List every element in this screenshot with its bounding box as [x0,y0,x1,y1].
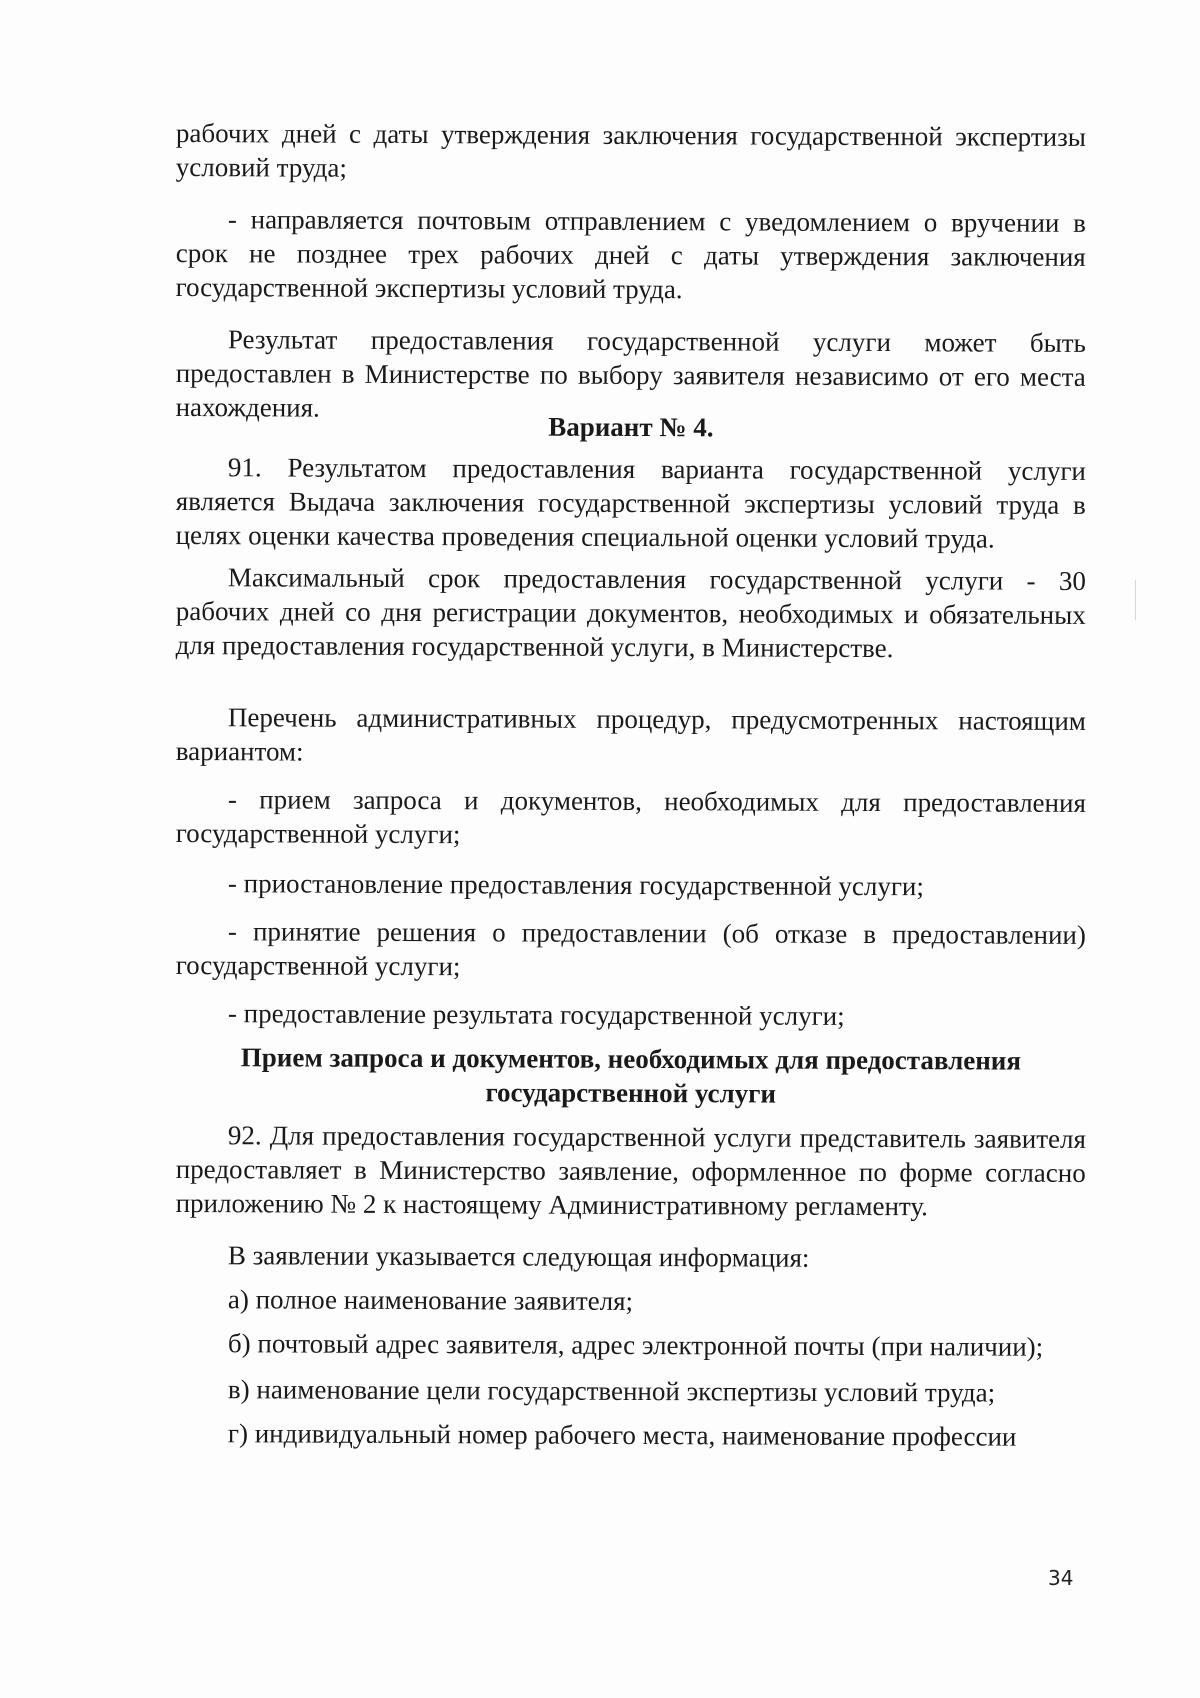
paragraph-text: В заявлении указывается следующая информация: [227,1240,810,1273]
list-item: а) полное наименование заявителя; [227,1284,634,1316]
paragraph-92 [176,1118,1086,1224]
scan-artifact [1135,580,1136,620]
paragraph-list-intro [176,700,1086,772]
paragraph-text: Перечень административных процедур, предусмотренных настоящим вариантом: [175,702,1086,767]
info-item [176,1326,1086,1364]
list-item: - приостановление предоставления государственной услуги; [227,868,924,902]
list-item: в) наименование цели государственной экспертизы условий труда; [227,1374,996,1408]
list-item: б) почтовый адрес заявителя, адрес электронной почты (при наличии); [227,1328,1044,1362]
info-item [176,1416,1086,1454]
paragraph-text: рабочих дней с даты утверждения заключения государственной экспертизы условий труда; [175,117,1086,183]
list-item: - прием запроса и документов, необходимых для предоставления государственной услуги; [175,784,1086,850]
paragraph-text: Результат предоставления государственной услуги может быть предоставлен в Министерстве по выбору заявителя независимо от его места нахождения. [175,324,1086,423]
paragraph-postal-delivery [176,202,1086,308]
info-item [176,1282,1086,1320]
paragraph-text: 91. Результатом предоставления варианта государственной услуги является Выдача заключения государственной экспертизы условий труда в целях оценки качества проведения специальной оценки условий труда. [175,452,1086,554]
list-item: - предоставление результата государственной услуги; [227,998,845,1031]
paragraph-max-term [176,560,1086,666]
page-number: 34 [1048,1566,1074,1590]
procedure-list-item [176,996,1086,1034]
paragraph-continuation [176,116,1086,188]
paragraph-text: 92. Для предоставления государственной услуги представитель заявителя предоставляет в Министерство заявление, оформленное по форме согласно приложению № 2 к настоящему Административному регламенту. [175,1120,1086,1222]
variant-heading-block [176,408,1086,446]
variant-heading: Вариант № 4. [548,411,714,443]
paragraph-text: Максимальный срок предоставления государственной услуги - 30 рабочих дней со дня регистрации документов, необходимых и обязательных для предоставления государственной услуги, в Министерстве. [175,562,1086,664]
paragraph-info-intro [176,1238,1086,1276]
list-item: - принятие решения о предоставлении (об отказе в предоставлении) государственной услуги; [175,916,1086,982]
procedure-list-item [176,866,1086,904]
procedure-list-item [176,914,1086,986]
procedure-list-item [176,782,1086,854]
list-item: г) индивидуальный номер рабочего места, наименование профессии [227,1418,1017,1452]
section-heading: Прием запроса и документов, необходимых для предоставления государственной услуги [240,1042,1022,1109]
paragraph-91 [176,450,1086,556]
section-heading-block [196,1040,1066,1112]
paragraph-text: - направляется почтовым отправлением с уведомлением о вручении в срок не позднее трех рабочих дней с даты утверждения заключения государственной экспертизы условий труда. [175,204,1086,305]
info-item [176,1372,1086,1410]
